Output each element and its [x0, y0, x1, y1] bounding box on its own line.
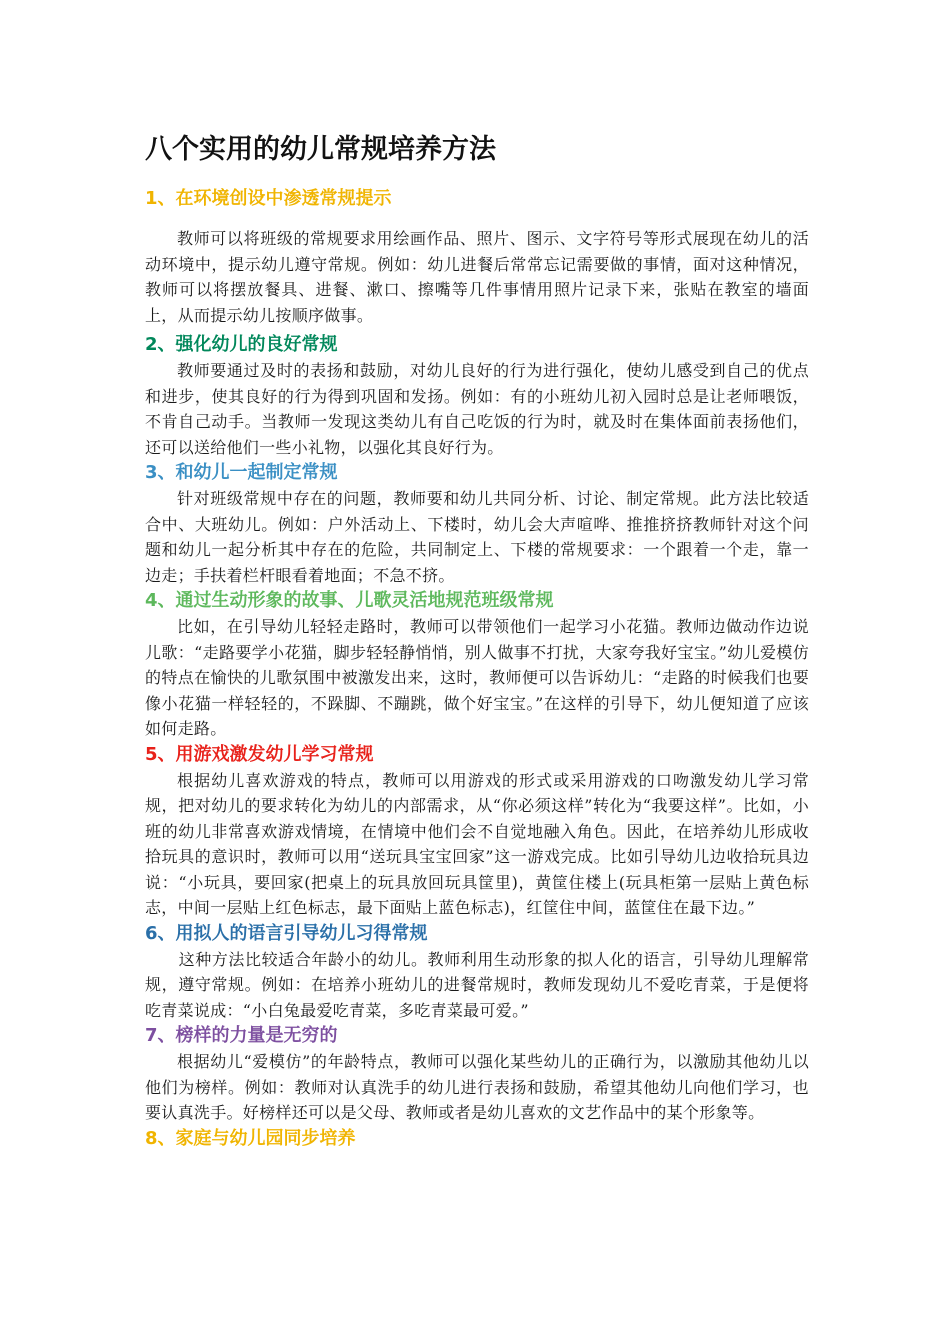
section-8 — [145, 1126, 809, 1152]
section-heading: 2、强化幼儿的良好常规 — [145, 334, 338, 355]
section-body: 这种方法比较适合年龄小的幼儿。教师利用生动形象的拟人化的语言，引导幼儿理解常规，遵守常规。例如：在培养小班幼儿的进餐常规时，教师发现幼儿不爱吃青菜，于是便将吃青菜说成：“小白兔最爱吃青菜，多吃青菜最可爱。” — [145, 949, 809, 1020]
section-6 — [145, 921, 809, 1024]
section-body: 教师可以将班级的常规要求用绘画作品、照片、图示、文字符号等形式展现在幼儿的活动环境中，提示幼儿遵守常规。例如：幼儿进餐后常常忘记需要做的事情，面对这种情况，教师可以将摆放餐具、进餐、漱口、擦嘴等几件事情用照片记录下来，张贴在教室的墙面上，从而提示幼儿按顺序做事。 — [145, 229, 809, 325]
section-3 — [145, 460, 809, 588]
section-2 — [145, 332, 809, 460]
section-heading: 3、和幼儿一起制定常规 — [145, 462, 338, 483]
section-heading: 1、在环境创设中渗透常规提示 — [145, 188, 392, 209]
section-body: 根据幼儿“爱模仿”的年龄特点，教师可以强化某些幼儿的正确行为，以激励其他幼儿以他们为榜样。例如：教师对认真洗手的幼儿进行表扬和鼓励，希望其他幼儿向他们学习，也要认真洗手。好榜样还可以是父母、教师或者是幼儿喜欢的文艺作品中的某个形象等。 — [145, 1052, 809, 1122]
section-heading: 4、通过生动形象的故事、儿歌灵活地规范班级常规 — [145, 590, 554, 611]
section-body: 根据幼儿喜欢游戏的特点，教师可以用游戏的形式或采用游戏的口吻激发幼儿学习常规，把对幼儿的要求转化为幼儿的内部需求，从“你必须这样”转化为“我要这样”。比如，小班的幼儿非常喜欢游戏情境，在情境中他们会不自觉地融入角色。因此，在培养幼儿形成收拾玩具的意识时，教师可以用“送玩具宝宝回家”这一游戏完成。比如引导幼儿边收拾玩具边说：“小玩具，要回家(把桌上的玩具放回玩具筐里)，黄筐住楼上(玩具柜第一层贴上黄色标志，中间一层贴上红色标志，最下面贴上蓝色标志)，红筐住中间，蓝筐住在最下边。” — [145, 770, 809, 917]
section-heading: 6、用拟人的语言引导幼儿习得常规 — [145, 922, 428, 944]
section-body: 教师要通过及时的表扬和鼓励，对幼儿良好的行为进行强化，使幼儿感受到自己的优点和进步，使其良好的行为得到巩固和发扬。例如：有的小班幼儿初入园时总是让老师喂饭，不肯自己动手。当教师一发现这类幼儿有自己吃饭的行为时，就及时在集体面前表扬他们，还可以送给他们一些小礼物，以强化其良好行为。 — [145, 361, 809, 457]
section-5 — [145, 742, 809, 921]
section-7 — [145, 1023, 809, 1126]
section-heading: 5、用游戏激发幼儿学习常规 — [145, 743, 374, 765]
section-heading: 7、榜样的力量是无穷的 — [145, 1025, 338, 1046]
document-page — [145, 128, 809, 1152]
section-heading: 8、家庭与幼儿园同步培养 — [145, 1127, 356, 1149]
section-body: 针对班级常规中存在的问题，教师要和幼儿共同分析、讨论、制定常规。此方法比较适合中、大班幼儿。例如：户外活动上、下楼时，幼儿会大声喧哗、推推挤挤教师针对这个问题和幼儿一起分析其中存在的危险，共同制定上、下楼的常规要求：一个跟着一个走，靠一边走；手扶着栏杆眼看着地面；不急不挤。 — [145, 489, 809, 585]
document-title: 八个实用的幼儿常规培养方法 — [145, 134, 496, 165]
section-4 — [145, 588, 809, 742]
section-body: 比如，在引导幼儿轻轻走路时，教师可以带领他们一起学习小花猫。教师边做动作边说儿歌：“走路要学小花猫，脚步轻轻静悄悄，别人做事不打扰，大家夸我好宝宝。”幼儿爱模仿的特点在愉快的儿歌氛围中被激发出来，这时，教师便可以告诉幼儿：“走路的时候我们也要像小花猫一样轻轻的，不跺脚、不蹦跳，做个好宝宝。”在这样的引导下，幼儿便知道了应该如何走路。 — [145, 617, 809, 738]
section-1 — [145, 186, 809, 328]
